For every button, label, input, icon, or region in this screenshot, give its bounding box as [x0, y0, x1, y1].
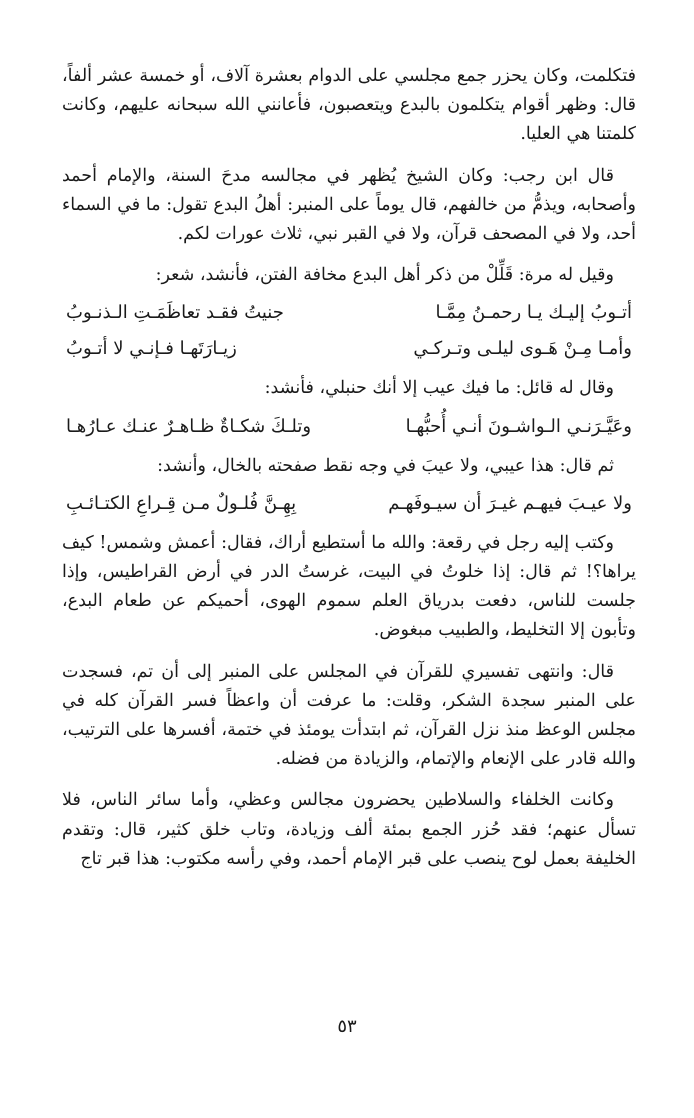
verse-first-hemistich: وعَيَّـرَنـي الـواشـونَ أنـي أُحبُّهـا: [405, 415, 632, 437]
poem-block: [62, 296, 636, 366]
paragraph: قال ابن رجب: وكان الشيخ يُظهر في مجالسه مدحَ السنة، والإمام أحمد وأصحابه، ويذمُّ من خالفهم، قال يوماً على المنبر: أهلُ البدع تقول: ما في السماء أحد، ولا في المصحف قرآن، ولا في القبر نبي، ثلاث عورات لكم.: [62, 165, 636, 245]
poem-block: [62, 487, 636, 521]
verse-second-hemistich: جنيتُ فقـد تعاظَمَـتِ الـذنـوبُ: [66, 302, 284, 324]
verse-second-hemistich: بِهِـنَّ فُلـولٌ مـن قِـراعِ الكتـائـبِ: [66, 492, 297, 514]
verse-line: [62, 332, 636, 366]
paragraph: ثم قال: هذا عيبي، ولا عيبَ في وجه نقط صفحته بالخال، وأنشد:: [157, 455, 614, 476]
paragraph: فتكلمت، وكان يحزر جمع مجلسي على الدوام بعشرة آلاف، أو خمسة عشر ألفاً، قال: وظهر أقوام يتكلمون بالبدع ويتعصبون، فأعانني الله سبحانه عليهم، وكانت كلمتنا هي العليا.: [62, 66, 636, 145]
verse-line: [62, 296, 636, 330]
verse-line: [62, 487, 636, 521]
paragraph: قال: وانتهى تفسيري للقرآن في المجلس على المنبر إلى أن تم، فسجدت على المنبر سجدة الشكر، وقلت: ما عرفت أن واعظاً فسر القرآن كله في مجلس الوعظ منذ نزل القرآن، ثم ابتدأت يومئذ في ختمة، أفسرها على الترتيب، والله قادر على الإنعام والإتمام، والزيادة من فضله.: [62, 661, 636, 770]
paragraph: وقيل له مرة: قَلِّلْ من ذكر أهل البدع مخافة الفتن، فأنشد، شعر:: [155, 265, 614, 286]
verse-line: [62, 410, 636, 444]
poem-block: [62, 410, 636, 444]
page-body: [62, 62, 636, 886]
paragraph: وقال له قائل: ما فيك عيب إلا أنك حنبلي، فأنشد:: [264, 378, 614, 399]
verse-second-hemistich: زيـارَتَهـا فـإنـي لا أتـوبُ: [66, 338, 237, 360]
page-number: ٥٣: [337, 1016, 357, 1037]
paragraph: وكانت الخلفاء والسلاطين يحضرون مجالس وعظي، وأما سائر الناس، فلا تسأل عنهم؛ فقد حُزر الجمع بمئة ألف وزيادة، وتاب خلق كثير، قال: وتقدم الخليفة بعمل لوح ينصب على قبر الإمام أحمد، وفي رأسه مكتوب: هذا قبر تاج: [62, 790, 636, 869]
paragraph: وكتب إليه رجل في رقعة: والله ما أستطيع أراك، فقال: أعمش وشمس! كيف يراها؟! ثم قال: إذا خلوتُ في البيت، غرستُ الدر في أرض القراطيس، وإذا جلست للناس، دفعت بدرياق العلم سموم الهوى، أحميكم عن طعام البدع، وتأبون إلا التخليط، والطبيب مبغوض.: [62, 532, 636, 641]
verse-first-hemistich: وأمـا مِـنْ هَـوى ليلـى وتـركـي: [413, 338, 632, 360]
verse-first-hemistich: أتـوبُ إليـك يـا رحمـنُ مِمَّـا: [435, 302, 632, 324]
verse-first-hemistich: ولا عيـبَ فيهـم غيـرَ أن سيـوفَهـم: [388, 492, 632, 514]
verse-second-hemistich: وتلـكَ شكـاةٌ ظـاهـرٌ عنـك عـارُهـا: [66, 415, 312, 437]
